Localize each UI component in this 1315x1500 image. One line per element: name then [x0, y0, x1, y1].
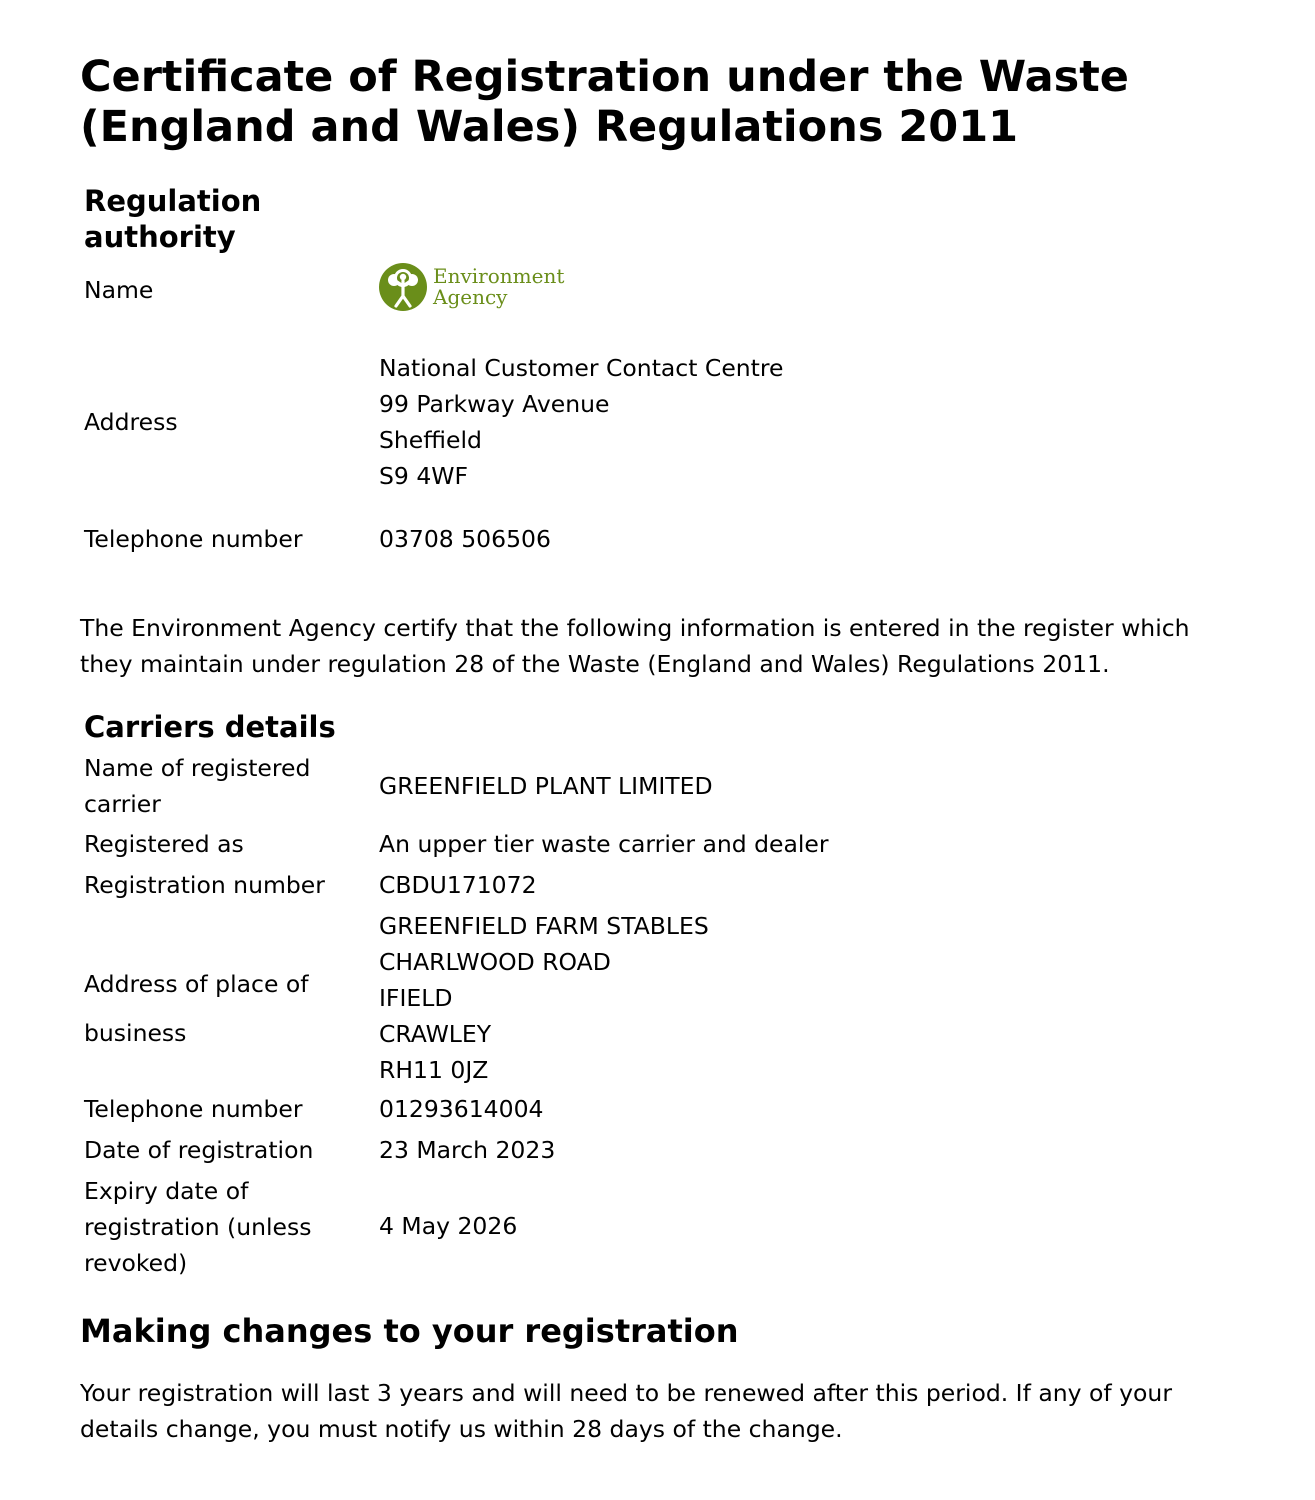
business-address — [379, 908, 709, 1088]
carrier-name-value: GREENFIELD PLANT LIMITED — [379, 772, 713, 800]
business-address-label: Address of place of business — [84, 970, 309, 1047]
document-title: Certificate of Registration under the Waste (England and Wales) Regulations 2011 — [80, 52, 1129, 152]
authority-address — [379, 350, 784, 494]
environment-agency-tree-icon — [378, 260, 428, 314]
environment-agency-logo — [378, 259, 565, 315]
authority-address-line: National Customer Contact Centre — [379, 354, 784, 382]
carriers-details-heading: Carriers details — [84, 710, 336, 744]
authority-address-line: 99 Parkway Avenue — [379, 390, 610, 418]
business-address-line: CHARLWOOD ROAD — [379, 948, 611, 976]
authority-telephone-value: 03708 506506 — [379, 525, 551, 553]
authority-address-line: Sheffield — [379, 426, 482, 454]
authority-telephone-label: Telephone number — [84, 525, 303, 553]
logo-text-line2: Agency — [433, 285, 508, 309]
carrier-telephone-label: Telephone number — [84, 1095, 303, 1123]
registered-as-label: Registered as — [84, 830, 244, 858]
registration-date-value: 23 March 2023 — [379, 1136, 556, 1164]
business-address-line: GREENFIELD FARM STABLES — [379, 912, 709, 940]
registration-number-label: Registration number — [84, 871, 325, 899]
business-address-line: RH11 0JZ — [379, 1056, 489, 1084]
logo-text-line1: Environment — [433, 264, 565, 288]
carrier-name-label: Name of registered carrier — [84, 754, 311, 818]
expiry-date-label: Expiry date of registration (unless revoked) — [84, 1177, 312, 1277]
registered-as-value: An upper tier waste carrier and dealer — [379, 830, 829, 858]
authority-address-line: S9 4WF — [379, 462, 469, 490]
authority-address-label: Address — [84, 408, 178, 436]
business-address-line: IFIELD — [379, 984, 453, 1012]
business-address-line: CRAWLEY — [379, 1020, 492, 1048]
regulation-authority-heading: Regulation authority — [84, 184, 262, 254]
carrier-telephone-value: 01293614004 — [379, 1095, 544, 1123]
authority-name-label: Name — [84, 276, 154, 304]
expiry-date-value: 4 May 2026 — [379, 1212, 518, 1240]
logo-wordmark — [433, 266, 564, 308]
changes-text: Your registration will last 3 years and will need to be renewed after this period. If any of your details change, you must notify us within 28 days of the change. — [80, 1379, 1172, 1443]
changes-heading: Making changes to your registration — [80, 1312, 739, 1350]
registration-date-label: Date of registration — [84, 1136, 314, 1164]
certification-statement: The Environment Agency certify that the following information is entered in the register which they maintain under regulation 28 of the Waste (England and Wales) Regulations 2011. — [80, 614, 1190, 678]
registration-number-value: CBDU171072 — [379, 871, 537, 899]
